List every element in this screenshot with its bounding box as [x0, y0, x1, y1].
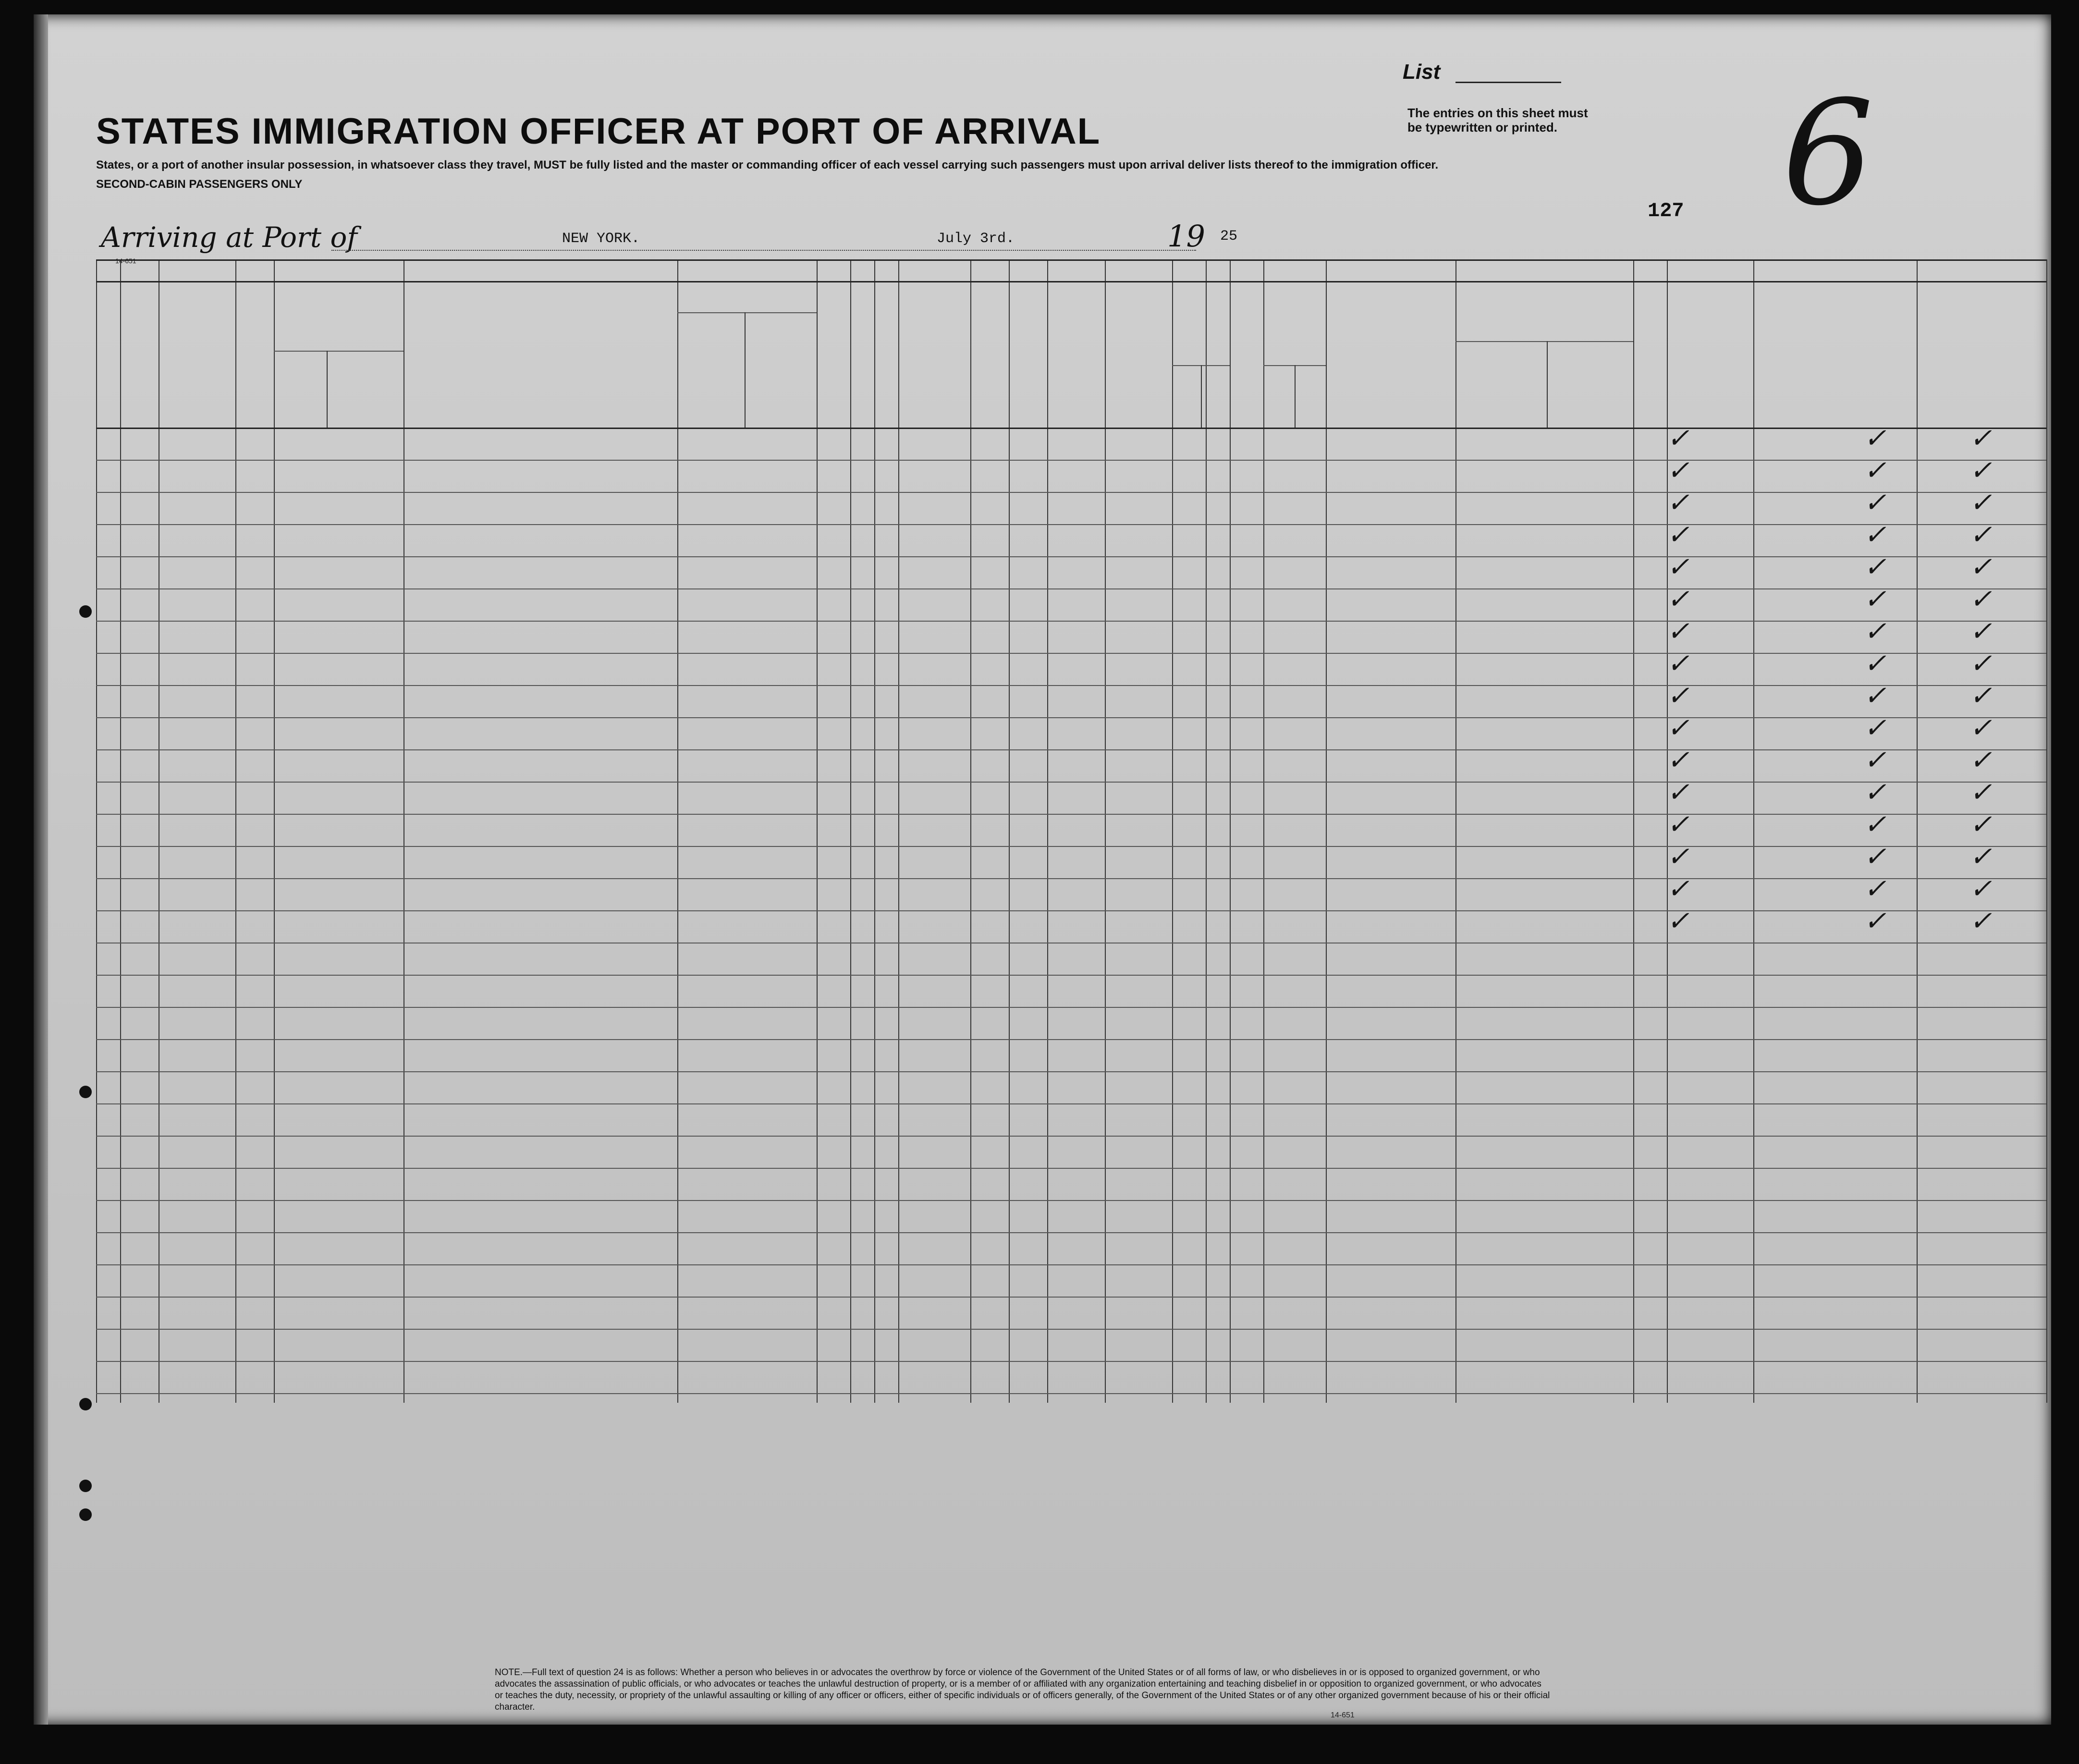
column-rule [1206, 259, 1207, 1403]
sub-rule [745, 312, 746, 428]
column-rule [1753, 259, 1754, 1403]
check-mark-icon: ✓ [1864, 680, 1886, 711]
check-mark-icon: ✓ [1864, 455, 1886, 486]
check-mark-icon: ✓ [1864, 777, 1886, 808]
check-mark-icon: ✓ [1864, 809, 1886, 840]
table-top-rule [96, 259, 2046, 261]
row-rule [96, 685, 2046, 686]
row-rule [96, 878, 2046, 879]
sub-rule [327, 351, 328, 428]
row-rule [96, 1200, 2046, 1201]
column-rule [120, 259, 121, 1403]
column-rule [677, 259, 678, 1403]
column-rule [1455, 259, 1456, 1403]
column-rule [1105, 259, 1106, 1403]
binder-hole [79, 605, 92, 618]
column-rule [817, 259, 818, 1403]
row-rule [96, 1071, 2046, 1072]
column-rule [274, 259, 275, 1403]
check-mark-icon: ✓ [1864, 648, 1886, 679]
list-line [1455, 82, 1561, 83]
check-mark-icon: ✓ [1969, 841, 1992, 872]
binder-hole [79, 1398, 92, 1410]
row-rule [96, 975, 2046, 976]
colnum-rule [96, 281, 2046, 282]
check-mark-icon: ✓ [1667, 680, 1689, 711]
check-mark-icon: ✓ [1667, 745, 1689, 776]
check-mark-icon: ✓ [1864, 487, 1886, 518]
sub-rule [1201, 365, 1202, 428]
column-rule [1633, 259, 1634, 1403]
row-rule [96, 492, 2046, 493]
check-mark-icon: ✓ [1969, 487, 1992, 518]
check-mark-icon: ✓ [1969, 616, 1992, 647]
check-mark-icon: ✓ [1667, 712, 1689, 744]
row-rule [96, 653, 2046, 654]
check-mark-icon: ✓ [1864, 551, 1886, 583]
row-rule [96, 1329, 2046, 1330]
column-rule [1230, 259, 1231, 1403]
sub-rule [677, 312, 817, 313]
row-rule [96, 910, 2046, 911]
check-mark-icon: ✓ [1667, 906, 1689, 937]
row-rule [96, 1039, 2046, 1040]
check-mark-icon: ✓ [1667, 809, 1689, 840]
check-mark-icon: ✓ [1969, 648, 1992, 679]
instructions: The entries on this sheet must be typewritten or printed. [1407, 106, 1588, 135]
binder-hole [79, 1086, 92, 1098]
check-mark-icon: ✓ [1969, 906, 1992, 937]
check-mark-icon: ✓ [1969, 777, 1992, 808]
row-rule [96, 1232, 2046, 1233]
check-mark-icon: ✓ [1969, 423, 1992, 454]
row-rule [96, 1007, 2046, 1008]
check-mark-icon: ✓ [1969, 680, 1992, 711]
check-mark-icon: ✓ [1667, 873, 1689, 905]
row-rule [96, 556, 2046, 557]
check-mark-icon: ✓ [1667, 519, 1689, 551]
check-mark-icon: ✓ [1667, 455, 1689, 486]
notice-text: States, or a port of another insular possession, in whatsoever class they travel, MUST be fully listed and the master or commanding officer of each vessel carrying such passengers must upon arrival deliver lists thereof to the immigration officer. [96, 159, 1439, 172]
check-mark-icon: ✓ [1969, 873, 1992, 905]
check-mark-icon: ✓ [1667, 777, 1689, 808]
passenger-class: SECOND-CABIN PASSENGERS ONLY [96, 178, 303, 191]
row-rule [96, 1361, 2046, 1362]
check-mark-icon: ✓ [1864, 423, 1886, 454]
row-rule [96, 588, 2046, 589]
row-rule [96, 460, 2046, 461]
check-mark-icon: ✓ [1864, 841, 1886, 872]
year-suffix: 25 [1220, 228, 1238, 245]
page-title: STATES IMMIGRATION OFFICER AT PORT OF ARRIVAL [96, 111, 1101, 152]
check-mark-icon: ✓ [1864, 712, 1886, 744]
arriving-line [331, 250, 1196, 251]
column-rule [1263, 259, 1264, 1403]
check-mark-icon: ✓ [1969, 455, 1992, 486]
check-mark-icon: ✓ [1969, 809, 1992, 840]
row-rule [96, 524, 2046, 525]
check-mark-icon: ✓ [1864, 745, 1886, 776]
check-mark-icon: ✓ [1864, 616, 1886, 647]
check-mark-icon: ✓ [1864, 519, 1886, 551]
check-mark-icon: ✓ [1864, 906, 1886, 937]
row-rule [96, 846, 2046, 847]
footnote-question-24: NOTE.—Full text of question 24 is as follows: Whether a person who believes in or advocates the overthrow by force or violence of the Government of the United States or of all forms of law, or who disbelieves in or is opposed to organized government, or who advocates the assassination of public officials, or who advocates or teaches the unlawful destruction of property, or is a member of or affiliated with any organization entertaining and teaching disbelief in or opposition to organized government, or who advocates or teaches the duty, necessity, or propriety of the unlawful assaulting or killing of any officer or officers, either of specific individuals or of officers generally, of the Government of the United States or of any other organized government because of his or their official character. [495, 1667, 1550, 1712]
row-rule [96, 1168, 2046, 1169]
binder-hole [79, 1508, 92, 1521]
column-rule [1009, 259, 1010, 1403]
row-rule [96, 1393, 2046, 1394]
sheet-left-edge [34, 14, 48, 1725]
binder-hole [79, 1480, 92, 1492]
sub-rule [1547, 341, 1548, 428]
check-mark-icon: ✓ [1969, 519, 1992, 551]
form-code-bottom: 14-651 [1331, 1711, 1355, 1719]
check-mark-icon: ✓ [1667, 616, 1689, 647]
column-rule [235, 259, 236, 1403]
row-rule [96, 1297, 2046, 1298]
check-mark-icon: ✓ [1969, 584, 1992, 615]
column-rule [850, 259, 851, 1403]
column-rule [898, 259, 899, 1403]
sheet-number: 6 [1782, 70, 1874, 237]
column-rule [96, 259, 97, 1403]
row-rule [96, 1136, 2046, 1137]
check-mark-icon: ✓ [1667, 841, 1689, 872]
check-mark-icon: ✓ [1864, 873, 1886, 905]
year-prefix: 19 [1167, 219, 1205, 254]
check-mark-icon: ✓ [1864, 584, 1886, 615]
column-rule [1047, 259, 1048, 1403]
sub-rule [1295, 365, 1296, 428]
row-rule [96, 1103, 2046, 1104]
column-rule [874, 259, 875, 1403]
row-rule [96, 749, 2046, 750]
sub-rule [274, 351, 404, 352]
arrival-date: July 3rd. [937, 231, 1015, 247]
check-mark-icon: ✓ [1969, 745, 1992, 776]
check-mark-icon: ✓ [1667, 423, 1689, 454]
header-bottom-rule [96, 428, 2046, 429]
manifest-sheet [34, 14, 2051, 1725]
check-mark-icon: ✓ [1667, 487, 1689, 518]
column-rule [1326, 259, 1327, 1403]
column-rule [970, 259, 971, 1403]
list-label: List [1403, 60, 1441, 84]
check-mark-icon: ✓ [1667, 584, 1689, 615]
check-mark-icon: ✓ [1667, 648, 1689, 679]
row-rule [96, 621, 2046, 622]
column-rule [1917, 259, 1918, 1403]
page-number: 127 [1648, 199, 1684, 222]
sub-rule [1455, 341, 1633, 342]
column-rule [1172, 259, 1173, 1403]
check-mark-icon: ✓ [1969, 551, 1992, 583]
row-rule [96, 717, 2046, 718]
column-rule [2046, 259, 2047, 1403]
row-rule [96, 782, 2046, 783]
check-mark-icon: ✓ [1969, 712, 1992, 744]
row-rule [96, 1264, 2046, 1265]
check-mark-icon: ✓ [1667, 551, 1689, 583]
arriving-label: Arriving at Port of [101, 221, 357, 254]
row-rule [96, 814, 2046, 815]
port-value: NEW YORK. [562, 231, 640, 247]
form-code-top: 14-651 [115, 257, 136, 265]
